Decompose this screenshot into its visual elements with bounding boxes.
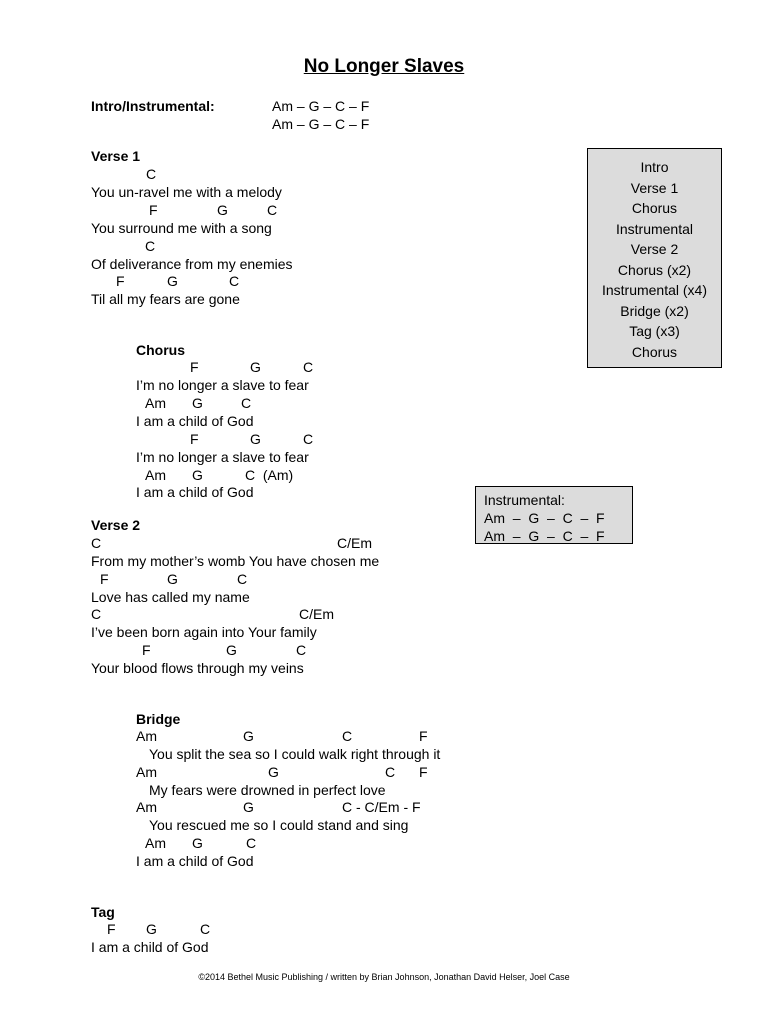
chord: G: [250, 431, 261, 447]
chord: C - C/Em - F: [342, 799, 421, 815]
chord: F: [419, 728, 428, 744]
intro-chords-line1: Am – G – C – F: [272, 98, 370, 114]
chord: Am: [136, 764, 157, 780]
song-order-item: Intro: [640, 159, 669, 175]
chord: F: [107, 921, 116, 937]
chord: C: [342, 728, 353, 744]
lyric-line: I’ve been born again into Your family: [91, 624, 317, 640]
chord: C: [145, 238, 156, 254]
chord: Am: [145, 835, 166, 851]
copyright-footer: ©2014 Bethel Music Publishing / written by Brian Johnson, Jonathan David Helser, Joel Case: [198, 972, 570, 982]
lyric-line: I am a child of God: [136, 413, 254, 429]
chord: C: [146, 166, 157, 182]
intro-chords-line2: Am – G – C – F: [272, 116, 370, 132]
lyric-line: I am a child of God: [136, 853, 254, 869]
chord: C/Em: [299, 606, 334, 622]
chord: F: [190, 359, 199, 375]
chord: G: [192, 467, 203, 483]
lyric-line: From my mother’s womb You have chosen me: [91, 553, 380, 569]
song-order-item: Chorus: [631, 343, 678, 360]
lyric-line: You un-ravel me with a melody: [91, 184, 282, 200]
tag-heading: Tag: [91, 904, 115, 920]
lyric-line: I am a child of God: [136, 484, 254, 500]
lyric-line: You surround me with a song: [91, 220, 272, 236]
chord: C: [91, 606, 102, 622]
lyric-line: My fears were drowned in perfect love: [149, 782, 386, 798]
chord: G: [243, 799, 254, 815]
chord: C: [237, 571, 248, 587]
chord: G: [250, 359, 261, 375]
song-order-item: Instrumental: [615, 220, 694, 237]
chord: F: [116, 273, 125, 289]
chord: G: [243, 728, 254, 744]
verse1-heading: Verse 1: [91, 148, 141, 164]
lyric-line: I’m no longer a slave to fear: [136, 377, 309, 393]
chord: F: [142, 642, 151, 658]
chord: Am: [145, 467, 166, 483]
lyric-line: Of deliverance from my enemies: [91, 256, 293, 272]
song-order-item: Chorus: [631, 200, 678, 216]
lyric-line: Til all my fears are gone: [91, 291, 240, 307]
song-order-item: Bridge (x2): [620, 302, 689, 319]
chord: C: [303, 431, 314, 447]
chord: Am: [136, 799, 157, 815]
verse2-heading: Verse 2: [91, 517, 141, 533]
chord: C: [91, 535, 102, 551]
song-order-item: Instrumental (x4): [601, 282, 708, 298]
lyric-line: You split the sea so I could walk right through it: [149, 746, 441, 762]
lyric-line: I am a child of God: [91, 939, 209, 955]
chord: G: [146, 921, 157, 937]
chord: C: [246, 835, 257, 851]
song-order-box: [587, 148, 722, 368]
chord: F: [190, 431, 199, 447]
chord: C: [385, 764, 396, 780]
chord: Am: [136, 728, 157, 744]
chord: C/Em: [337, 535, 372, 551]
chord: C: [267, 202, 278, 218]
chord: G: [167, 571, 178, 587]
chord: Am: [145, 395, 166, 411]
chord: C: [241, 395, 252, 411]
song-order-item: Chorus (x2): [617, 261, 692, 278]
chord: F: [100, 571, 109, 587]
song-title: No Longer Slaves: [303, 56, 465, 77]
chord: C: [303, 359, 314, 375]
chord: G: [192, 835, 203, 851]
chorus-heading: Chorus: [136, 342, 185, 358]
chord: C (Am): [245, 467, 294, 483]
song-order-item: Tag (x3): [629, 323, 680, 339]
lyric-line: Your blood flows through my veins: [91, 660, 304, 676]
chord: C: [200, 921, 211, 937]
chord: G: [192, 395, 203, 411]
chord: G: [167, 273, 178, 289]
chord: G: [217, 202, 228, 218]
chord: C: [296, 642, 307, 658]
instrumental-box: [475, 486, 633, 544]
lyric-line: I’m no longer a slave to fear: [136, 449, 309, 465]
chord: G: [226, 642, 237, 658]
intro-label: Intro/Instrumental:: [91, 98, 215, 114]
instrumental-chords-line1: Am – G – C – F: [484, 510, 605, 526]
lyric-line: You rescued me so I could stand and sing: [149, 817, 409, 833]
chord: G: [268, 764, 279, 780]
instrumental-chords-line2: Am – G – C – F: [484, 528, 605, 544]
song-order-item: Verse 1: [630, 179, 679, 196]
chord: F: [419, 764, 428, 780]
bridge-heading: Bridge: [136, 711, 181, 727]
chord: F: [149, 202, 158, 218]
song-order-item: Verse 2: [630, 241, 679, 257]
chord: C: [229, 273, 240, 289]
lyric-line: Love has called my name: [91, 589, 250, 605]
instrumental-label: Instrumental:: [484, 492, 565, 508]
